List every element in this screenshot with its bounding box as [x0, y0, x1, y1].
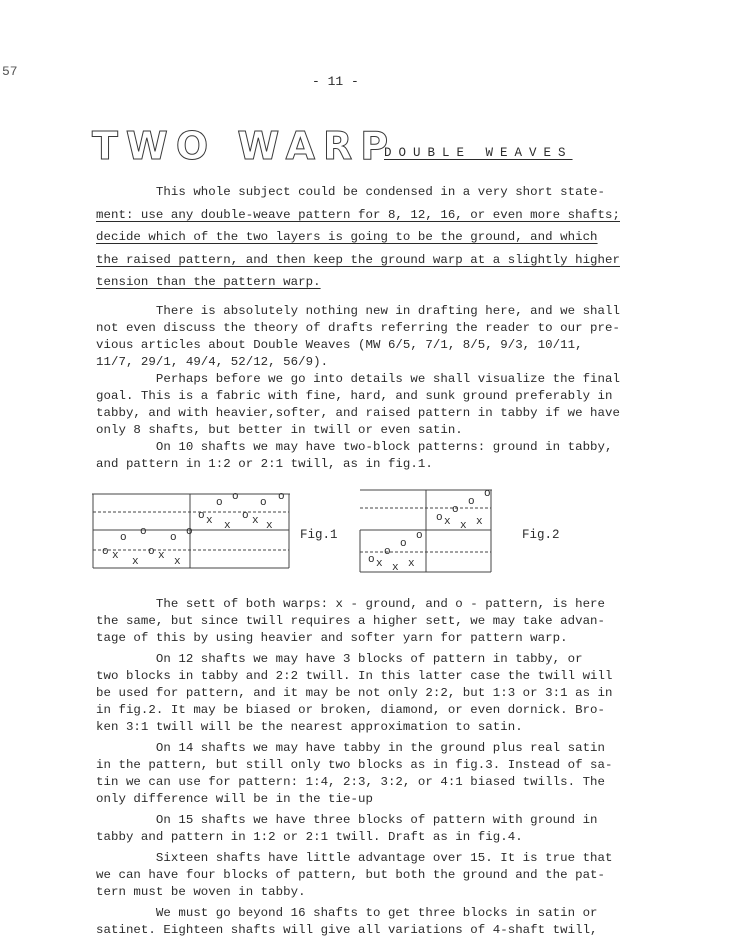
fig1-mark-x: x: [112, 550, 119, 562]
text-line: be used for pattern, and it may be not only 2:2, but 1:3 or 3:1 as in: [96, 686, 613, 700]
fig1-mark-o: o: [278, 491, 285, 503]
fig1-mark-o: o: [242, 510, 249, 522]
fig2-mark-x: x: [408, 558, 415, 570]
text-line: On 10 shafts we may have two-block patterns: ground in tabby,: [96, 440, 613, 454]
fig1-mark-o: o: [198, 510, 205, 522]
text-line: On 12 shafts we may have 3 blocks of pattern in tabby, or: [96, 652, 583, 666]
fig1-mark-o: o: [186, 526, 193, 538]
text-line: Sixteen shafts have little advantage over 15. It is true that: [96, 851, 613, 865]
figure-2-draft: [358, 486, 494, 576]
fig2-mark-o: o: [384, 546, 391, 558]
fig2-mark-o: o: [452, 504, 459, 516]
text-line: On 14 shafts we may have tabby in the ground plus real satin: [96, 741, 606, 755]
text-line: only difference will be in the tie-up: [96, 792, 373, 806]
fig2-mark-x: x: [392, 562, 399, 574]
text-line: ken 3:1 twill will be the nearest approximation to satin.: [96, 720, 523, 734]
text-line: tabby, and with heavier,softer, and raised pattern in tabby if we have: [96, 406, 620, 420]
text-line: we can have four blocks of pattern, but both the ground and the pat-: [96, 868, 606, 882]
fig2-mark-x: x: [376, 558, 383, 570]
figure-2-label: Fig.2: [522, 528, 560, 542]
fig1-mark-x: x: [252, 515, 259, 527]
text-line: The sett of both warps: x - ground, and o - pattern, is here: [96, 597, 606, 611]
text-line: two blocks in tabby and 2:2 twill. In this latter case the twill will: [96, 669, 613, 683]
text-line: not even discuss the theory of drafts referring the reader to our pre-: [96, 321, 620, 335]
margin-page-number: 57: [2, 64, 18, 79]
fig1-mark-x: x: [206, 515, 213, 527]
text-line: goal. This is a fabric with fine, hard, and sunk ground preferably in: [96, 389, 613, 403]
text-line: and pattern in 1:2 or 2:1 twill, as in fig.1.: [96, 457, 433, 471]
fig2-mark-o: o: [416, 530, 423, 542]
subtitle: DOUBLE WEAVES: [384, 146, 573, 160]
fig2-mark-o: o: [400, 538, 407, 550]
page-number: - 11 -: [312, 74, 359, 89]
text-line: the raised pattern, and then keep the ground warp at a slightly higher: [96, 253, 620, 267]
fig2-mark-x: x: [460, 520, 467, 532]
text-line: only 8 shafts, but better in twill or even satin.: [96, 423, 463, 437]
text-line: Perhaps before we go into details we shall visualize the final: [96, 372, 620, 386]
fig2-mark-x: x: [444, 516, 451, 528]
text-line: This whole subject could be condensed in a very short state-: [96, 185, 606, 199]
text-line: On 15 shafts we have three blocks of pattern with ground in: [96, 813, 598, 827]
fig1-mark-o: o: [216, 497, 223, 509]
text-line: tern must be woven in tabby.: [96, 885, 306, 899]
fig1-mark-o: o: [170, 532, 177, 544]
fig1-mark-o: o: [260, 497, 267, 509]
fig2-mark-o: o: [368, 554, 375, 566]
fig2-mark-o: o: [468, 496, 475, 508]
fig2-mark-x: x: [476, 516, 483, 528]
text-line: in fig.2. It may be biased or broken, diamond, or even dornick. Bro-: [96, 703, 606, 717]
text-line: vious articles about Double Weaves (MW 6/5, 7/1, 8/5, 9/3, 10/11,: [96, 338, 583, 352]
fig1-mark-o: o: [102, 546, 109, 558]
banner-title: TWO WARP: [92, 124, 397, 168]
fig1-mark-o: o: [232, 491, 239, 503]
fig1-mark-x: x: [174, 556, 181, 568]
text-line: in the pattern, but still only two blocks as in fig.3. Instead of sa-: [96, 758, 613, 772]
fig2-mark-o: o: [436, 512, 443, 524]
text-line: ment: use any double-weave pattern for 8, 12, 16, or even more shafts;: [96, 208, 620, 222]
text-line: the same, but since twill requires a higher sett, we may take advan-: [96, 614, 606, 628]
fig1-mark-o: o: [120, 532, 127, 544]
fig1-mark-x: x: [158, 550, 165, 562]
text-line: There is absolutely nothing new in drafting here, and we shall: [96, 304, 620, 318]
figure-1-draft: [92, 488, 292, 572]
fig1-mark-x: x: [224, 520, 231, 532]
fig1-mark-x: x: [132, 556, 139, 568]
text-line: tage of this by using heavier and softer yarn for pattern warp.: [96, 631, 568, 645]
text-line: 11/7, 29/1, 49/4, 52/12, 56/9).: [96, 355, 329, 369]
text-line: tin we can use for pattern: 1:4, 2:3, 3:2, or 4:1 biased twills. The: [96, 775, 606, 789]
fig2-mark-o: o: [484, 488, 491, 500]
fig1-mark-o: o: [148, 546, 155, 558]
text-line: We must go beyond 16 shafts to get three blocks in satin or: [96, 906, 598, 920]
fig1-mark-x: x: [266, 520, 273, 532]
text-line: satinet. Eighteen shafts will give all variations of 4-shaft twill,: [96, 923, 598, 937]
text-line: tension than the pattern warp.: [96, 275, 321, 289]
fig1-mark-o: o: [140, 526, 147, 538]
text-line: tabby and pattern in 1:2 or 2:1 twill. Draft as in fig.4.: [96, 830, 523, 844]
figure-1-label: Fig.1: [300, 528, 338, 542]
text-line: decide which of the two layers is going to be the ground, and which: [96, 230, 598, 244]
